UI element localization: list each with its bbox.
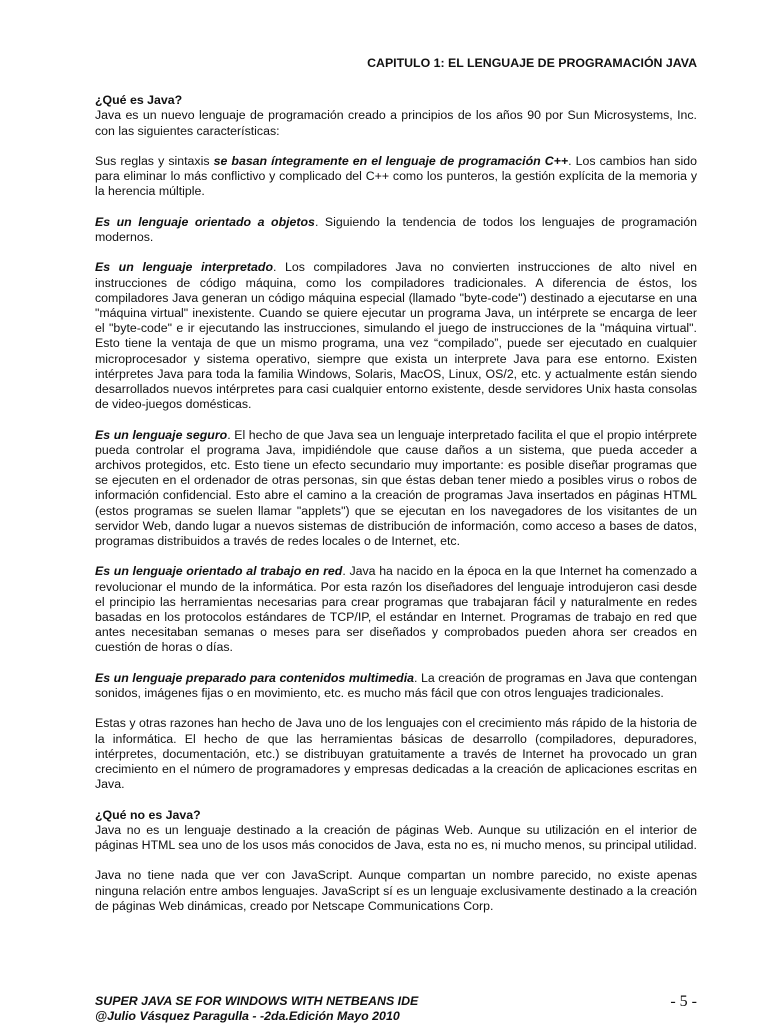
paragraph-secure-body: . El hecho de que Java sea un lenguaje interpretado facilita el que el propio intérprete pueda controlar el programa Java, impidiéndole que cause daños a un sistema, que pueda acceder a archivos protegidos, etc. Esto tiene un efecto secundario muy importante: es posible diseñar programas que se ejecuten en el ordenador de otras personas, sin que éstas deban tener miedo a posibles virus o robos de información confidencial. Esto abre el camino a la creación de programas Java insertados en páginas HTML (estos programas se suelen llamar "applets") que se ejecutan en los navegadores de los visitantes de un servidor Web, dando lugar a nuevos sistemas de distribución de información, como acceso a bases de datos, programas distribuidos a través de redes locales o de Internet, etc. — [95, 427, 697, 549]
paragraph-network-lead: Es un lenguaje orientado al trabajo en red — [95, 564, 343, 579]
paragraph-network — [95, 564, 697, 655]
page-number: - 5 - — [670, 993, 697, 1010]
paragraph-secure — [95, 428, 697, 550]
paragraph-multimedia-lead: Es un lenguaje preparado para contenidos multimedia — [95, 670, 414, 685]
paragraph-multimedia — [95, 671, 697, 701]
section-heading-what-is-java: ¿Qué es Java? — [95, 93, 183, 108]
paragraph-syntax-lead: se basan íntegramente en el lenguaje de programación C++ — [213, 154, 569, 168]
paragraph-syntax-before: Sus reglas y sintaxis — [95, 154, 214, 168]
paragraph-syntax — [95, 154, 697, 200]
paragraph-not-javascript: Java no tiene nada que ver con JavaScript. Aunque compartan un nombre parecido, no existe apenas ninguna relación entre ambos lenguajes. JavaScript sí es un lenguaje exclusivamente destinado a la creación de páginas Web dinámicas, creado por Netscape Communications Corp. — [95, 868, 697, 913]
section-heading-what-is-not-java: ¿Qué no es Java? — [95, 807, 201, 822]
paragraph-objects-body: . Siguiendo la tendencia de todos los lenguajes de programación modernos. — [95, 214, 698, 244]
paragraph-interpreted — [95, 260, 697, 412]
paragraph-objects — [95, 215, 697, 245]
page-footer — [95, 994, 697, 1024]
paragraph-syntax-after: . Los cambios han sido para eliminar lo más conflictivo y complicado del C++ como los punteros, la gestión explícita de la memoria y la herencia múltiple. — [95, 154, 697, 199]
document-page — [95, 56, 697, 929]
footer-author-edition: @Julio Vásquez Paragulla - -2da.Edición Mayo 2010 — [95, 1009, 400, 1023]
paragraph-secure-lead: Es un lenguaje seguro — [95, 427, 228, 442]
paragraph-network-body: . Java ha nacido en la época en la que Internet ha comenzado a revolucionar el mundo de la informática. Por esta razón los diseñadores del lenguaje introdujeron casi desde el principio las herramientas necesarias para crear programas que trabajaran fácil y naturalmente en redes basadas en los protocolos estándares de TCP/IP, el estándar en Internet. Programas de trabajo en red que antes necesitaban semanas o meses para ser diseñados y comprobados pueden ahora ser creados en cuestión de horas o días. — [95, 564, 697, 655]
paragraph-objects-lead: Es un lenguaje orientado a objetos — [95, 214, 315, 229]
paragraph-not-web: Java no es un lenguaje destinado a la creación de páginas Web. Aunque su utilización en el interior de páginas HTML sea uno de los usos más conocidos de Java, esta no es, ni mucho menos, su principal utilidad. — [95, 822, 697, 853]
chapter-title: CAPITULO 1: EL LENGUAJE DE PROGRAMACIÓN JAVA — [367, 56, 697, 70]
paragraph-multimedia-body: . La creación de programas en Java que contengan sonidos, imágenes fijas o en movimiento, etc. es mucho más fácil que con otros lenguajes tradicionales. — [95, 670, 698, 701]
footer-book-title: SUPER JAVA SE FOR WINDOWS WITH NETBEANS IDE — [95, 994, 419, 1008]
intro-paragraph: Java es un nuevo lenguaje de programación creado a principios de los años 90 por Sun Microsystems, Inc. con las siguientes características: — [95, 108, 697, 138]
paragraph-interpreted-lead: Es un lenguaje interpretado — [95, 260, 273, 275]
paragraph-growth: Estas y otras razones han hecho de Java uno de los lenguajes con el crecimiento más rápido de la historia de la informática. El hecho de que las herramientas básicas de desarrollo (compiladores, depuradores, intérpretes, documentación, etc.) se distribuyan gratuitamente a través de Internet ha provocado un gran crecimiento en el número de programadores y empresas dedicadas a la creación de aplicaciones escritas en Java. — [95, 716, 697, 792]
paragraph-interpreted-body: . Los compiladores Java no convierten instrucciones de alto nivel en instrucciones de código máquina, como los compiladores tradicionales. A diferencia de éstos, los compiladores Java generan un código máquina especial (llamado "byte-code") destinado a ejecutarse en una "máquina virtual" inexistente. Cuando se quiere ejecutar un programa Java, un intérprete se encarga de leer el "byte-code" e ir ejecutando las instrucciones, simulando el juego de instrucciones de la "máquina virtual". Esto tiene la ventaja de que un mismo programa, una vez “compilado”, puede ser ejecutado en cualquier microprocesador y sistema operativo, siempre que exista un interprete Java para ese entorno. Existen intérpretes Java para toda la familia Windows, Solaris, MacOS, Linux, OS/2, etc. y actualmente están siendo desarrollados nuevos intérpretes para casi cualquier entorno existente, desde servidores Unix hasta consolas de video-juegos domésticas. — [95, 260, 697, 412]
